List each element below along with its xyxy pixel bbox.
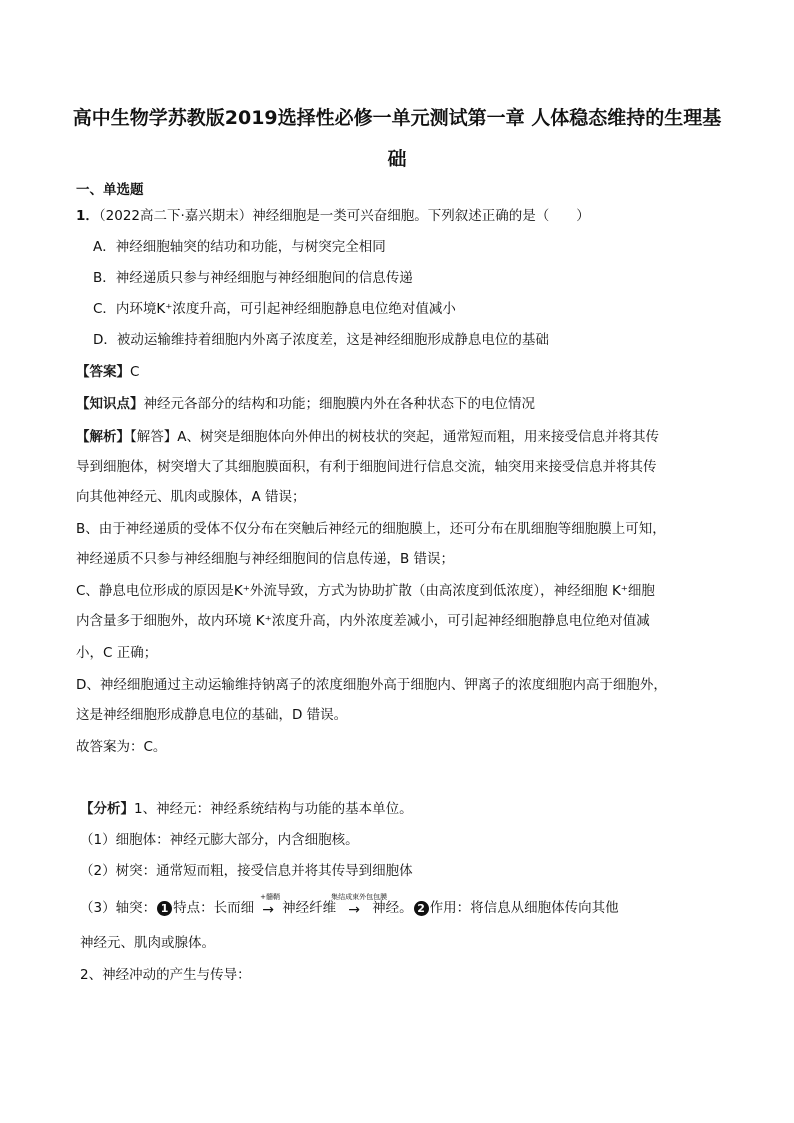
option-c: C．内环境K⁺浓度升高，可引起神经细胞静息电位绝对值减小 [93, 301, 456, 317]
analysis-label: 【解析】 [76, 429, 130, 445]
analysis-line-10: 这是神经细胞形成静息电位的基础，D 错误。 [76, 707, 348, 723]
fenxi-text-1: 1、神经元：神经系统结构与功能的基本单位。 [134, 801, 413, 817]
axon-feature: 特点：长而细 [173, 900, 255, 916]
answer-value: C [130, 364, 140, 380]
question-text: （2022高二下·嘉兴期末）神经细胞是一类可兴奋细胞。下列叙述正确的是（ ） [98, 208, 590, 224]
arrow-bundle [331, 893, 388, 918]
knowledge-line [76, 395, 535, 413]
analysis-line-1 [76, 428, 659, 446]
arrow-myelin-label: +髓鞘 [260, 893, 281, 901]
fenxi-label: 【分析】 [80, 801, 134, 817]
document-title: 高中生物学苏教版2019选择性必修一单元测试第一章 人体稳态维持的生理基 [72, 107, 722, 129]
analysis-line-3: 向其他神经元、肌肉或腺体，A 错误； [76, 489, 306, 505]
arrow-icon: → [262, 902, 274, 918]
document-title-continued: 础 [387, 148, 407, 170]
analysis-line-9: D、神经细胞通过主动运输维持钠离子的浓度细胞外高于细胞内、钾离子的浓度细胞内高于细胞外， [76, 677, 667, 693]
analysis-line-4: B、由于神经递质的受体不仅分布在突触后神经元的细胞膜上，还可分布在肌细胞等细胞膜上可知， [76, 521, 666, 537]
analysis-line-2: 导到细胞体，树突增大了其细胞膜面积，有利于细胞间进行信息交流，轴突用来接受信息并将其传 [76, 459, 657, 475]
arrow-bundle-label: 集结成束外包包膜 [331, 893, 388, 901]
fenxi-line-2: （1）细胞体：神经元膨大部分，内含细胞核。 [80, 832, 359, 848]
fenxi-line-5: 神经元、肌肉或腺体。 [80, 935, 215, 951]
axon-heading: （3）轴突： [80, 900, 157, 916]
knowledge-value: 神经元各部分的结构和功能；细胞膜内外在各种状态下的电位情况 [143, 396, 535, 412]
option-b: B．神经递质只参与神经细胞与神经细胞间的信息传递 [93, 270, 413, 286]
nerve: 神经。 [372, 900, 413, 916]
analysis-conclusion: 故答案为：C。 [76, 739, 167, 755]
analysis-line-7: 内含量多于细胞外，故内环境 K⁺浓度升高，内外浓度差减小，可引起神经细胞静息电位绝对值减 [76, 613, 650, 629]
answer-label: 【答案】 [76, 364, 130, 380]
circled-number-2: 2 [414, 901, 429, 916]
analysis-line-6: C、静息电位形成的原因是K⁺外流导致，方式为协助扩散（由高浓度到低浓度），神经细胞 K⁺细胞 [76, 583, 655, 599]
arrow-icon: → [348, 902, 360, 918]
question-number: 1． [76, 208, 99, 224]
fenxi-line-4 [80, 893, 619, 918]
nerve-fiber: 神经纤维 [282, 900, 337, 916]
fenxi-line-6: 2、神经冲动的产生与传导： [80, 967, 251, 983]
analysis-line-8: 小，C 正确； [76, 645, 158, 661]
arrow-myelin [254, 893, 282, 918]
fenxi-line-1 [80, 800, 413, 818]
knowledge-label: 【知识点】 [76, 396, 144, 412]
analysis-text: 【解答】A、树突是细胞体向外伸出的树枝状的突起，通常短而粗，用来接受信息并将其传 [130, 429, 659, 445]
question-1 [76, 207, 590, 225]
fenxi-line-3: （2）树突：通常短而粗，接受信息并将其传导到细胞体 [80, 863, 413, 879]
option-a: A．神经细胞轴突的结功和功能，与树突完全相同 [93, 239, 386, 255]
circled-number-1: 1 [157, 901, 172, 916]
section-heading: 一、单选题 [76, 182, 144, 198]
option-d: D．被动运输维持着细胞内外离子浓度差，这是神经细胞形成静息电位的基础 [93, 332, 549, 348]
analysis-line-5: 神经递质不只参与神经细胞与神经细胞间的信息传递，B 错误； [76, 551, 455, 567]
axon-function: 作用：将信息从细胞体传向其他 [429, 900, 619, 916]
answer-line [76, 363, 139, 381]
